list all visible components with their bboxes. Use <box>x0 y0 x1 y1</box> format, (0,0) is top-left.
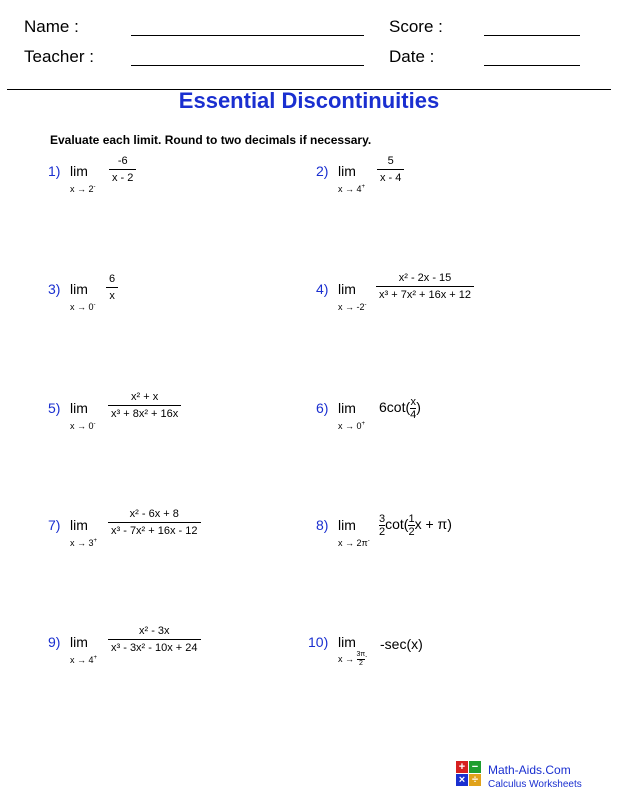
plus-icon: + <box>456 761 468 773</box>
limit-approach: x → 4+ <box>338 184 366 194</box>
numerator: 6 <box>109 273 116 285</box>
problem-5 <box>48 391 318 480</box>
denominator: x³ + 8x² + 16x <box>111 408 179 420</box>
brand-name: Math-Aids.Com <box>488 763 571 777</box>
fraction-bar <box>108 522 201 523</box>
lim-label: lim <box>338 634 356 650</box>
numerator: x² - 6x + 8 <box>129 508 179 520</box>
denominator: x <box>109 290 115 302</box>
denominator: x³ - 3x² - 10x + 24 <box>111 642 198 654</box>
fraction <box>108 391 181 420</box>
fraction-bar <box>376 286 474 287</box>
problem-4 <box>316 272 586 361</box>
lim-label: lim <box>70 517 88 533</box>
teacher-label: Teacher : <box>24 47 94 66</box>
denominator: x - 4 <box>380 172 402 184</box>
fraction <box>106 273 118 302</box>
expression: $6\cot(\frac{x}{4})$ <box>379 396 421 421</box>
problem-number: 1) <box>48 163 61 179</box>
limit-approach: x → 0- <box>70 302 96 312</box>
limit-approach: x → 0- <box>70 421 96 431</box>
instructions: Evaluate each limit. Round to two decimals if necessary. <box>50 133 372 147</box>
limit-approach: x → 2π- <box>338 538 370 548</box>
problem-number: 4) <box>316 281 329 297</box>
math-aids-logo-icon <box>456 761 482 787</box>
times-icon: × <box>456 774 468 786</box>
numerator: -6 <box>117 155 128 167</box>
limit-approach: x → -2- <box>338 302 367 312</box>
fraction-bar <box>109 169 136 170</box>
name-blank[interactable] <box>131 35 364 36</box>
denominator: x³ + 7x² + 16x + 12 <box>379 289 472 301</box>
inline-fraction: $\frac{1}{2}$ <box>408 513 415 538</box>
divide-icon: ÷ <box>469 774 481 786</box>
fraction <box>109 155 136 184</box>
lim-label: lim <box>338 517 356 533</box>
expression: $\frac{3}{2}\cot(\frac{1}{2}x + \pi)$ <box>379 513 452 538</box>
date-label: Date : <box>389 47 435 66</box>
date-blank[interactable] <box>484 65 580 66</box>
problem-8 <box>316 513 586 597</box>
problem-number: 2) <box>316 163 329 179</box>
problem-1 <box>48 155 318 243</box>
approach-fraction: $\frac{3\pi}{2}$ <box>356 651 366 667</box>
score-label: Score : <box>389 17 443 36</box>
fraction <box>108 508 201 537</box>
limit-approach: x → 3+ <box>70 538 98 548</box>
lim-label: lim <box>70 163 88 179</box>
lim-label: lim <box>70 400 88 416</box>
lim-label: lim <box>70 634 88 650</box>
lim-label: lim <box>338 163 356 179</box>
numerator: x² + x <box>131 391 159 403</box>
fraction <box>377 155 404 184</box>
fraction-bar <box>108 405 181 406</box>
limit-approach: x → 4+ <box>70 655 98 665</box>
lim-label: lim <box>70 281 88 297</box>
problem-number: 5) <box>48 400 61 416</box>
fraction <box>108 625 201 654</box>
fraction-bar <box>106 287 118 288</box>
problem-9 <box>48 625 318 714</box>
score-blank[interactable] <box>484 35 580 36</box>
fraction-bar <box>377 169 404 170</box>
limit-approach: $x \to \frac{3\pi}{2}^-$ <box>338 651 368 667</box>
name-label: Name : <box>24 17 79 36</box>
problem-7 <box>48 508 318 597</box>
problem-number: 8) <box>316 517 329 533</box>
problem-10 <box>308 634 578 714</box>
problem-2 <box>316 155 586 243</box>
problem-number: 6) <box>316 400 329 416</box>
fraction-bar <box>108 639 201 640</box>
expression: -sec(x) <box>380 636 423 652</box>
numerator: x² - 3x <box>138 625 170 637</box>
lim-label: lim <box>338 400 356 416</box>
problem-number: 7) <box>48 517 61 533</box>
brand-tagline: Calculus Worksheets <box>488 779 582 790</box>
denominator: x³ - 7x² + 16x - 12 <box>111 525 198 537</box>
problem-number: 10) <box>308 634 329 650</box>
numerator: x² - 2x - 15 <box>398 272 452 284</box>
worksheet-title: Essential Discontinuities <box>178 88 440 113</box>
problem-6 <box>316 396 586 480</box>
numerator: 5 <box>387 155 394 167</box>
problem-number: 3) <box>48 281 61 297</box>
denominator: x - 2 <box>112 172 134 184</box>
teacher-blank[interactable] <box>131 65 364 66</box>
limit-approach: x → 2- <box>70 184 96 194</box>
minus-icon: − <box>469 761 481 773</box>
fraction <box>376 272 474 301</box>
lim-label: lim <box>338 281 356 297</box>
limit-approach: x → 0+ <box>338 421 366 431</box>
problem-number: 9) <box>48 634 61 650</box>
inline-fraction: $\frac{x}{4}$ <box>410 396 417 421</box>
coefficient-fraction: $\frac{3}{2}$ <box>379 513 386 538</box>
problem-3 <box>48 273 318 361</box>
